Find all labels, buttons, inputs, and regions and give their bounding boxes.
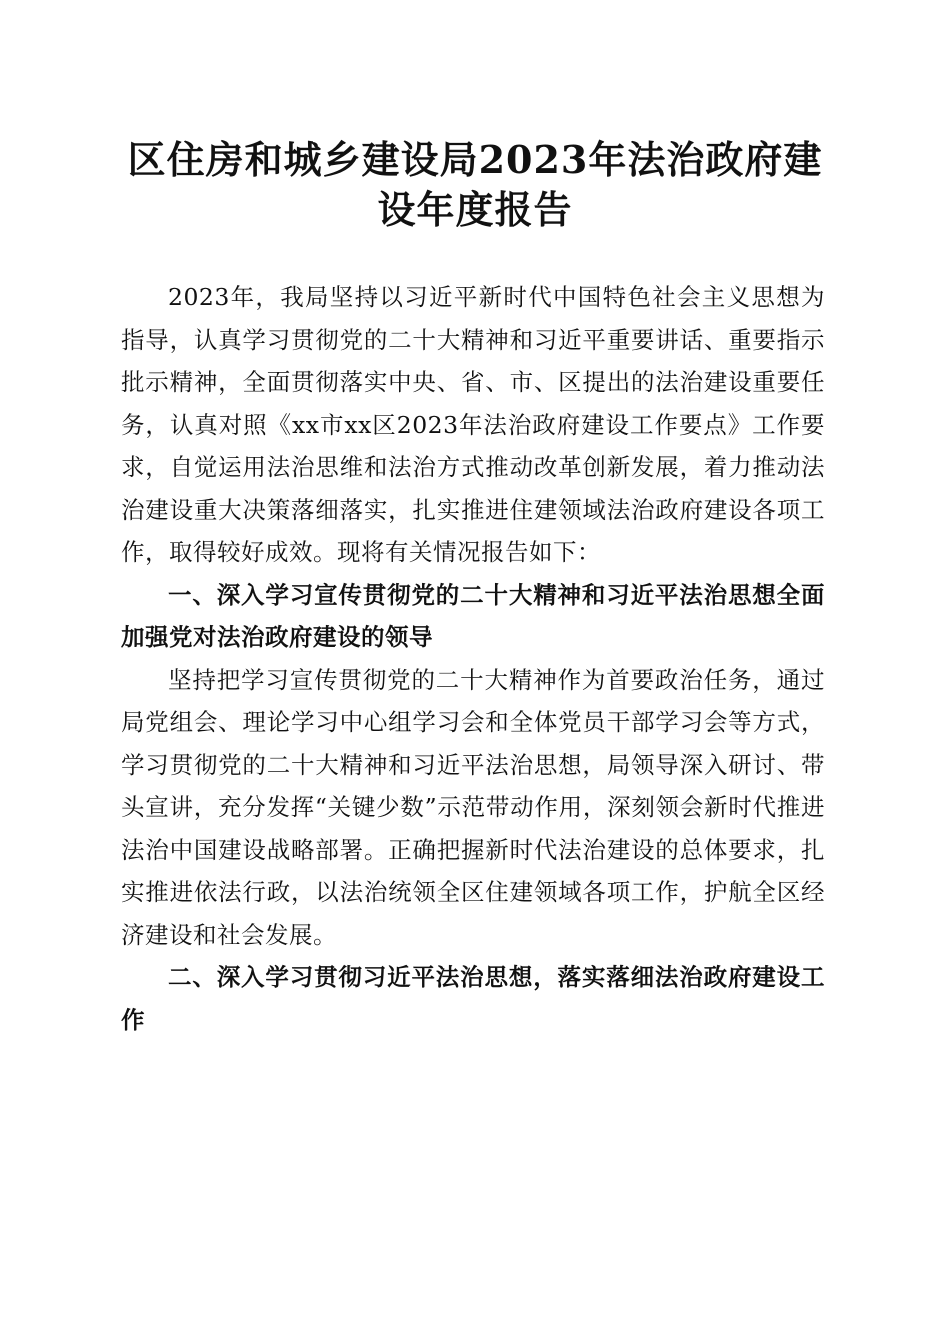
section-2-heading: 二、深入学习贯彻习近平法治思想，落实落细法治政府建设工作 [121, 963, 825, 1034]
intro-paragraph: 2023年，我局坚持以习近平新时代中国特色社会主义思想为指导，认真学习贯彻党的二十大精神和习近平重要讲话、重要指示批示精神，全面贯彻落实中央、省、市、区提出的法治建设重要任务，认真对照《xx市xx区2023年法治政府建设工作要点》工作要求，自觉运用法治思维和法治方式推动改革创新发展，着力推动法治建设重大决策落细落实，扎实推进住建领域法治政府建设各项工作，取得较好成效。现将有关情况报告如下： [121, 283, 825, 566]
document-title: 区住房和城乡建设局2023年法治政府建设年度报告 [127, 137, 823, 232]
document-body [121, 276, 825, 1041]
section-1-heading: 一、深入学习宣传贯彻党的二十大精神和习近平法治思想全面加强党对法治政府建设的领导 [121, 580, 825, 651]
section-1-paragraph: 坚持把学习宣传贯彻党的二十大精神作为首要政治任务，通过局党组会、理论学习中心组学习会和全体党员干部学习会等方式，学习贯彻党的二十大精神和习近平法治思想，局领导深入研讨、带头宣讲，充分发挥“关键少数”示范带动作用，深刻领会新时代推进法治中国建设战略部署。正确把握新时代法治建设的总体要求，扎实推进依法行政，以法治统领全区住建领域各项工作，护航全区经济建设和社会发展。 [121, 665, 825, 949]
